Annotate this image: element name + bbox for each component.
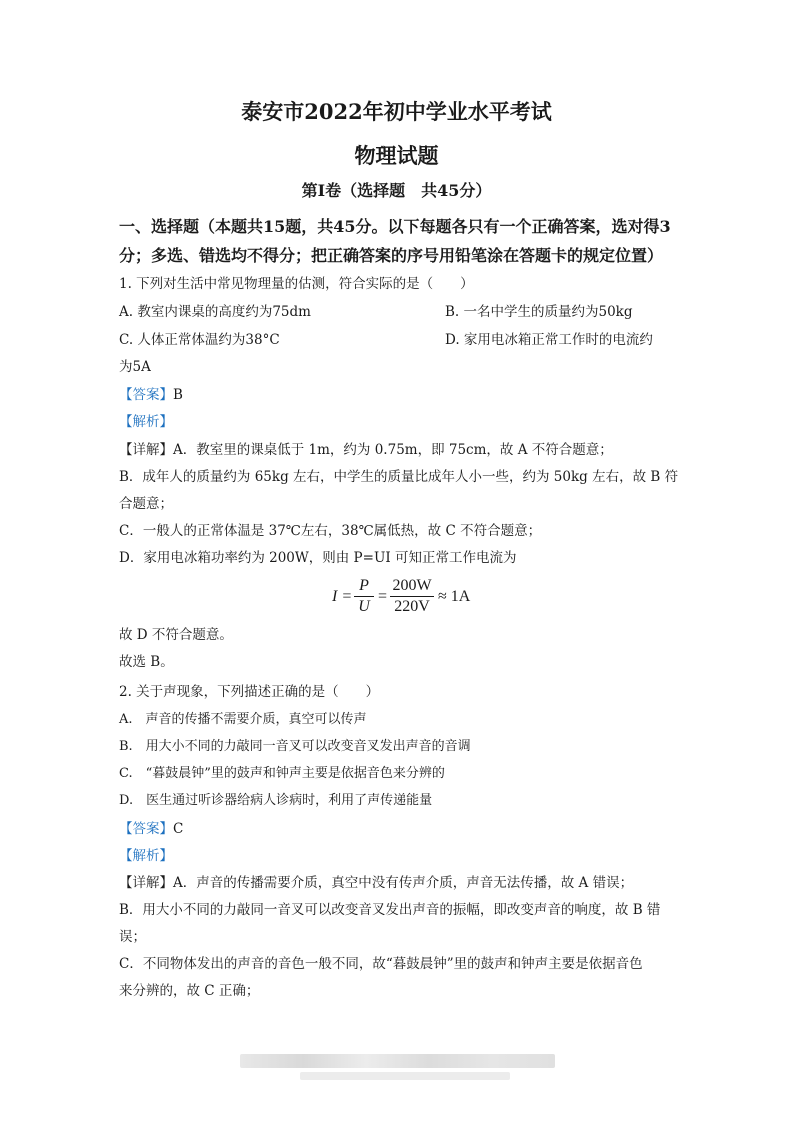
q1-answer <box>119 386 183 404</box>
q1-detail-c: C．一般人的正常体温是 37℃左右，38℃属低热，故 C 不符合题意； <box>119 523 542 539</box>
blurred-footer-watermark-line <box>300 1072 510 1080</box>
q1-analysis-label: 【解析】 <box>119 414 173 430</box>
q1-option-c: C. 人体正常体温约为38°C <box>119 332 280 348</box>
q1-option-a: A. 教室内课桌的高度约为75dm <box>119 304 311 320</box>
formula-lhs: I = <box>332 588 353 605</box>
exam-title: 泰安市2022年初中学业水平考试 <box>241 99 552 124</box>
q2-option-a: A. 声音的传播不需要介质，真空可以传声 <box>119 712 367 727</box>
q1-conclusion: 故选 B。 <box>119 654 174 670</box>
answer-value: B <box>173 387 183 403</box>
q2-option-c: C. “暮鼓晨钟”里的鼓声和钟声主要是依据音色来分辨的 <box>119 766 445 781</box>
answer-label: 【答案】 <box>119 387 173 403</box>
exam-part-heading: 第Ⅰ卷（选择题 共45分） <box>301 181 492 200</box>
q1-option-b: B. 一名中学生的质量约为50kg <box>445 304 633 320</box>
q2-detail-b-line-2: 误； <box>119 929 146 945</box>
q2-analysis-label: 【解析】 <box>119 848 173 864</box>
q2-detail-b-line-1: B．用大小不同的力敲同一音叉可以改变音叉发出声音的振幅，即改变声音的响度，故 B 错 <box>119 902 661 918</box>
detail-text: A．声音的传播需要介质，真空中没有传声介质，声音无法传播，故 A 错误； <box>173 875 634 891</box>
q1-conclusion-d: 故 D 不符合题意。 <box>119 627 233 643</box>
formula-numerator: P <box>354 576 374 597</box>
section-instruction-line-1: 一、选择题（本题共15题，共45分。以下每题各只有一个正确答案，选对得3 <box>119 217 671 236</box>
q1-detail-b-line-2: 合题意； <box>119 496 173 512</box>
q2-option-d: D. 医生通过听诊器给病人诊病时，利用了声传递能量 <box>119 793 433 808</box>
q1-detail-d: D．家用电冰箱功率约为 200W，则由 P=UI 可知正常工作电流为 <box>119 550 517 566</box>
q1-option-d: D. 家用电冰箱正常工作时的电流约 <box>445 332 653 348</box>
q2-detail-c-line-1: C．不同物体发出的声音的音色一般不同，故“暮鼓晨钟”里的鼓声和钟声主要是依据音色 <box>119 956 643 972</box>
formula-equals: = <box>378 588 388 605</box>
q1-stem: 1. 下列对生活中常见物理量的估测，符合实际的是（ ） <box>119 276 474 292</box>
answer-value: C <box>173 821 184 837</box>
formula-denominator: U <box>358 598 370 615</box>
q1-detail-a <box>119 441 613 459</box>
formula-denominator: 220V <box>394 598 430 615</box>
formula-fraction-pu <box>354 576 374 617</box>
formula-result: ≈ 1A <box>438 588 471 605</box>
section-instruction-line-2: 分；多选、错选均不得分；把正确答案的序号用铅笔涂在答题卡的规定位置） <box>119 246 664 265</box>
exam-subject: 物理试题 <box>354 143 439 168</box>
blurred-footer-watermark <box>240 1054 555 1068</box>
detail-text: A．教室里的课桌低于 1m，约为 0.75m，即 75cm，故 A 不符合题意； <box>173 442 613 458</box>
q1-option-d-continued: 为5A <box>119 359 151 375</box>
q2-stem: 2. 关于声现象，下列描述正确的是（ ） <box>119 684 380 700</box>
detail-label: 【详解】 <box>119 442 173 458</box>
formula-numerator: 200W <box>390 576 434 597</box>
formula-fraction-values <box>390 576 434 617</box>
q2-answer <box>119 820 183 838</box>
q2-detail-a <box>119 874 633 892</box>
answer-label: 【答案】 <box>119 821 173 837</box>
detail-label: 【详解】 <box>119 875 173 891</box>
q2-detail-c-line-2: 来分辨的，故 C 正确； <box>119 983 260 999</box>
q1-detail-b-line-1: B．成年人的质量约为 65kg 左右，中学生的质量比成年人小一些，约为 50kg 左右，故 B 符 <box>119 469 679 485</box>
q2-option-b: B. 用大小不同的力敲同一音叉可以改变音叉发出声音的音调 <box>119 739 471 754</box>
